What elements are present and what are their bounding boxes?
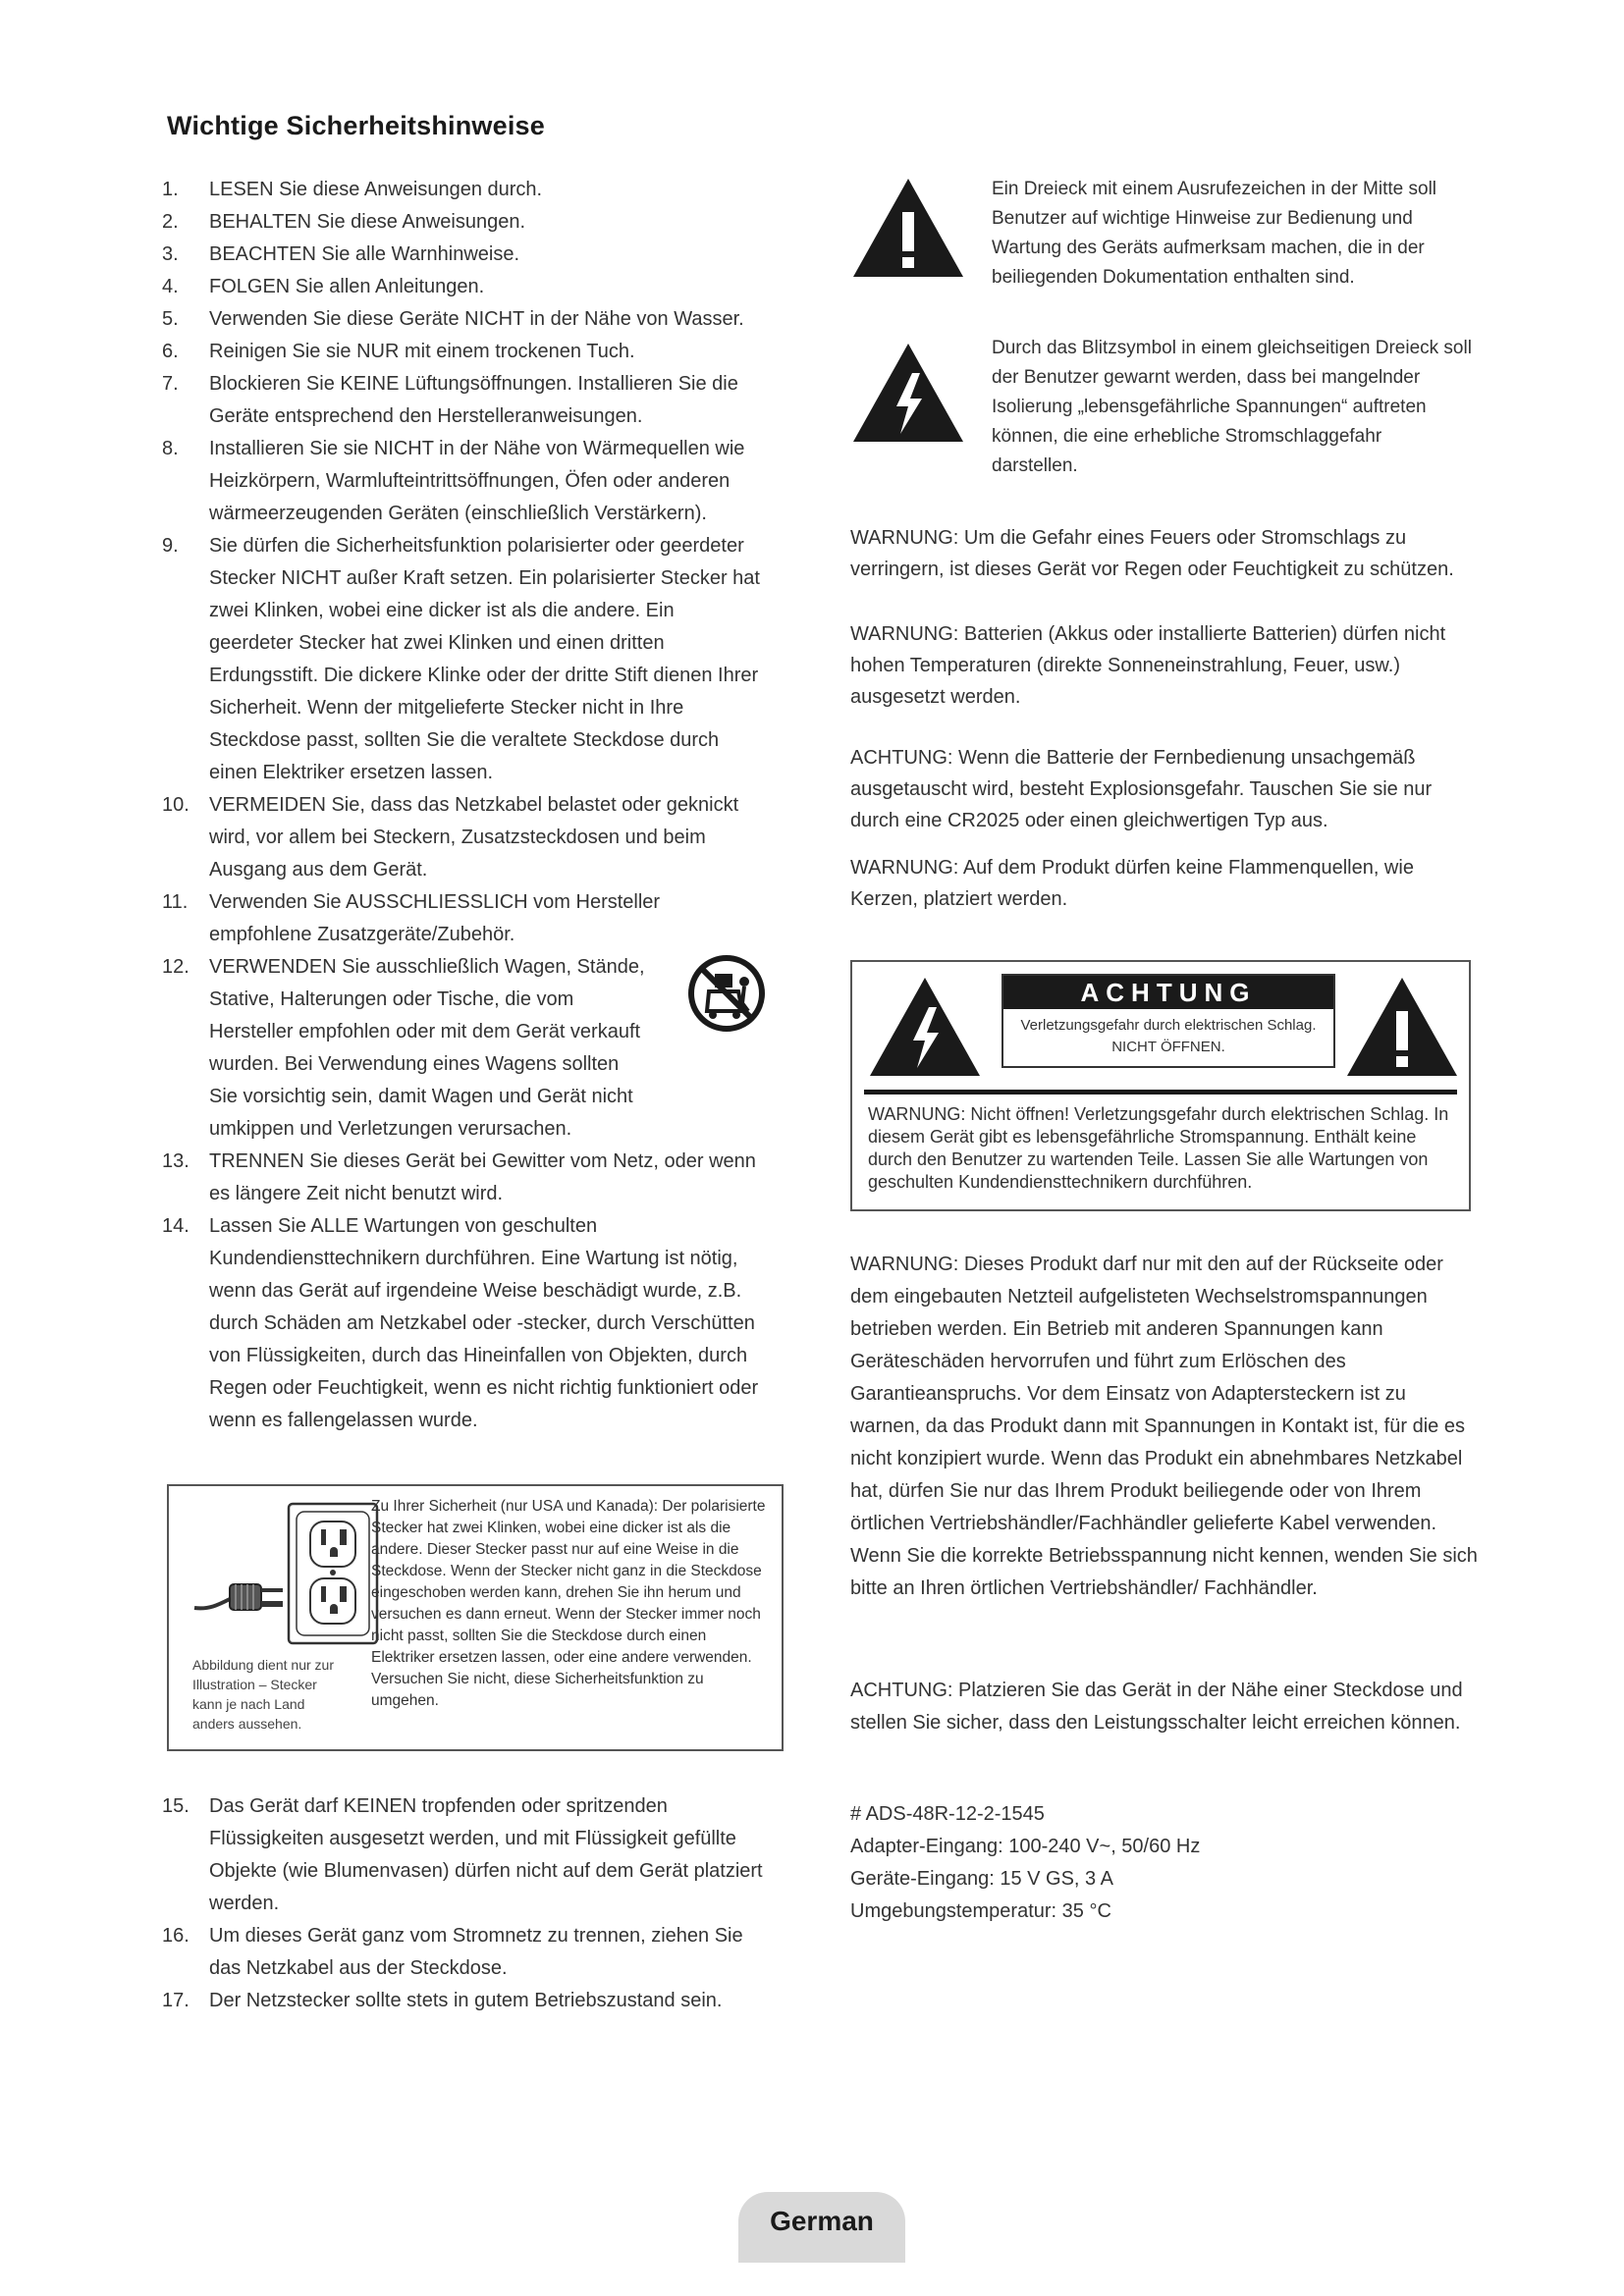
fire-warning: WARNUNG: Um die Gefahr eines Feuers oder Stromschlags zu verringern, ist dieses Gerät vor Regen oder Feuchtigkeit zu schützen. [850,527,1454,580]
remote-battery-caution: ACHTUNG: Wenn die Batterie der Fernbedienung unsachgemäß ausgetauscht wird, besteht Explosionsgefahr. Tauschen Sie sie nur durch eine CR2025 oder einen gleichwertigen Typ aus. [850,747,1433,831]
list-item: 9. Sie dürfen die Sicherheitsfunktion polarisierter oder geerdeter Stecker NICHT außer Kraft setzen. Ein polarisierter Stecker hat zwei Klinken, wobei eine dicker ist als die andere. Ein geerdeter Stecker hat zwei Klinken und einen dritten Erdungsstift. Die dickere Klinke oder der dritte Stift dienen Ihrer Sicherheit. Wenn der mitgelieferte Stecker nicht in Ihre Steckdose passt, sollten Sie die veraltete Steckdose durch einen Elektriker ersetzen lassen. [162,535,760,783]
exclamation-triangle-icon [1343,974,1461,1082]
lightning-symbol-explanation [849,334,1478,481]
device-input: Geräte-Eingang: 15 V GS, 3 A [850,1868,1113,1890]
list-item: 16. Um dieses Gerät ganz vom Stromnetz zu trennen, ziehen Sie das Netzkabel aus der Steckdose. [162,1925,743,1979]
lightning-triangle-icon [866,974,984,1082]
flame-warning: WARNUNG: Auf dem Produkt dürfen keine Flammenquellen, wie Kerzen, platziert werden. [850,857,1414,910]
list-item: 2. BEHALTEN Sie diese Anweisungen. [162,211,526,233]
caution-subtitle: Verletzungsgefahr durch elektrischen Schlag. NICHT ÖFFNEN. [1020,1017,1317,1055]
safety-instructions-list [162,174,763,1437]
polarized-plug-notice [167,1484,784,1751]
list-item: 7. Blockieren Sie KEINE Lüftungsöffnungen. Installieren Sie die Geräte entsprechend den Herstelleranweisungen. [162,373,738,427]
list-item: 13. TRENNEN Sie dieses Gerät bei Gewitter vom Netz, oder wenn es längere Zeit nicht benutzt wird. [162,1150,756,1204]
safety-instructions-list-continued [162,1790,763,2017]
language-tab: German [738,2192,905,2263]
plug-safety-text: Zu Ihrer Sicherheit (nur USA und Kanada): Der polarisierte Stecker hat zwei Klinken, wobei eine dicker ist als die andere. Dieser Stecker passt nur auf eine Weise in die Steckdose. Wenn der Stecker nicht ganz in die Steckdose eingeschoben werden kann, drehen Sie ihn herum und versuchen es dann erneut. Wenn der Stecker immer noch nicht passt, sollten Sie die Steckdose durch einen Elektriker ersetzen lassen, oder eine andere verwenden. Versuchen Sie nicht, diese Sicherheitsfunktion zu umgehen. [371,1498,766,1709]
socket-caution: ACHTUNG: Platzieren Sie das Gerät in der Nähe einer Steckdose und stellen Sie sicher, dass den Leistungsschalter leicht erreichen können. [850,1680,1463,1734]
power-specifications [850,1798,1479,1928]
cart-tip-over-warning-icon [687,952,766,1035]
list-item: 11. Verwenden Sie AUSSCHLIESSLICH vom Hersteller empfohlene Zusatzgeräte/Zubehör. [162,891,661,945]
list-item: 8. Installieren Sie sie NICHT in der Nähe von Wärmequellen wie Heizkörpern, Warmlufteintrittsöffnungen, Öfen oder anderen wärmeerzeugenden Geräten (einschließlich Verstärkern). [162,438,745,524]
list-item: 5. Verwenden Sie diese Geräte NICHT in der Nähe von Wasser. [162,308,744,330]
list-item: 6. Reinigen Sie sie NUR mit einem trockenen Tuch. [162,341,635,362]
battery-warning: WARNUNG: Batterien (Akkus oder installierte Batterien) dürfen nicht hohen Temperaturen (direkte Sonneneinstrahlung, Feuer, usw.) ausgesetzt werden. [850,623,1446,708]
caution-heading: ACHTUNG [1003,976,1333,1009]
power-warning: WARNUNG: Dieses Produkt darf nur mit den auf der Rückseite oder dem eingebauten Netzteil aufgelisteten Wechselstromspannungen betrieben werden. Ein Betrieb mit anderen Spannungen kann Geräteschäden hervorrufen und führt zum Erlöschen des Garantieanspruchs. Vor dem Einsatz von Adaptersteckern ist zu warnen, da das Produkt dann mit Spannungen in Kontakt ist, für die es nicht konzipiert wurde. Wenn das Produkt ein abnehmbares Netzkabel hat, dürfen Sie nur das Ihrem Produkt beiliegende oder von Ihrem örtlichen Vertriebshändler/Fachhändler gelieferte Kabel verwenden. Wenn Sie die korrekte Betriebsspannung nicht kennen, wenden Sie sich bitte an Ihren örtlichen Vertriebshändler/ Fachhändler. [850,1254,1478,1599]
model-number: # ADS-48R-12-2-1545 [850,1803,1045,1825]
caution-warning-text: WARNUNG: Nicht öffnen! Verletzungsgefahr durch elektrischen Schlag. In diesem Gerät gibt es lebensgefährliche Stromspannung. Enthält keine durch den Benutzer zu wartenden Teile. Lassen Sie alle Wartungen von geschulten Kundendiensttechnikern durchführen. [868,1104,1449,1192]
lightning-symbol-text: Durch das Blitzsymbol in einem gleichseitigen Dreieck soll der Benutzer gewarnt werden, dass bei mangelnder Isolierung „lebensgefährliche Spannungen“ auftreten können, die eine erhebliche Stromschlaggefahr darstellen. [992,338,1472,476]
list-item: 4. FOLGEN Sie allen Anleitungen. [162,276,485,297]
caution-label [850,960,1471,1211]
caution-header [1001,974,1335,1068]
adapter-input: Adapter-Eingang: 100-240 V~, 50/60 Hz [850,1836,1201,1857]
lightning-triangle-icon [849,340,967,448]
exclamation-triangle-icon [849,175,967,283]
list-item: 14. Lassen Sie ALLE Wartungen von geschulten Kundendiensttechnikern durchführen. Eine Wartung ist nötig, wenn das Gerät auf irgendeine Weise beschädigt wurde, z.B. durch Schäden am Netzkabel oder -stecker, durch Verschütten von Flüssigkeiten, durch das Hineinfallen von Objekten, durch Regen oder Feuchtigkeit, wenn es nicht richtig funktioniert oder wenn es fallengelassen wurde. [162,1215,759,1431]
plug-illustration-caption: Abbildung dient nur zur Illustration – Stecker kann je nach Land anders aussehen. [192,1657,334,1732]
list-item: 10. VERMEIDEN Sie, dass das Netzkabel belastet oder geknickt wird, vor allem bei Steckern, Zusatzsteckdosen und beim Ausgang aus dem Gerät. [162,794,739,881]
list-item: 15. Das Gerät darf KEINEN tropfenden oder spritzenden Flüssigkeiten ausgesetzt werden, und mit Flüssigkeit gefüllte Objekte (wie Blumenvasen) dürfen nicht auf dem Gerät platziert werden. [162,1795,763,1914]
list-item: 12. VERWENDEN Sie ausschließlich Wagen, Stände, Stative, Halterungen oder Tische, die vom Hersteller empfohlen oder mit dem Gerät verkauft wurden. Bei Verwendung eines Wagens sollten Sie vorsichtig sein, damit Wagen und Gerät nicht umkippen und Verletzungen verursachen. [162,956,645,1140]
exclamation-symbol-text: Ein Dreieck mit einem Ausrufezeichen in der Mitte soll Benutzer auf wichtige Hinweise zur Bedienung und Wartung des Geräts aufmerksam machen, die in der beiliegenden Dokumentation enthalten sind. [992,179,1437,288]
ambient-temperature: Umgebungstemperatur: 35 °C [850,1900,1111,1922]
list-item: 3. BEACHTEN Sie alle Warnhinweise. [162,243,520,265]
list-item: 1. LESEN Sie diese Anweisungen durch. [162,179,543,200]
page-title: Wichtige Sicherheitshinweise [167,111,545,140]
list-item: 17. Der Netzstecker sollte stets in gutem Betriebszustand sein. [162,1990,723,2011]
divider [864,1090,1457,1095]
exclamation-symbol-explanation [849,175,1478,293]
